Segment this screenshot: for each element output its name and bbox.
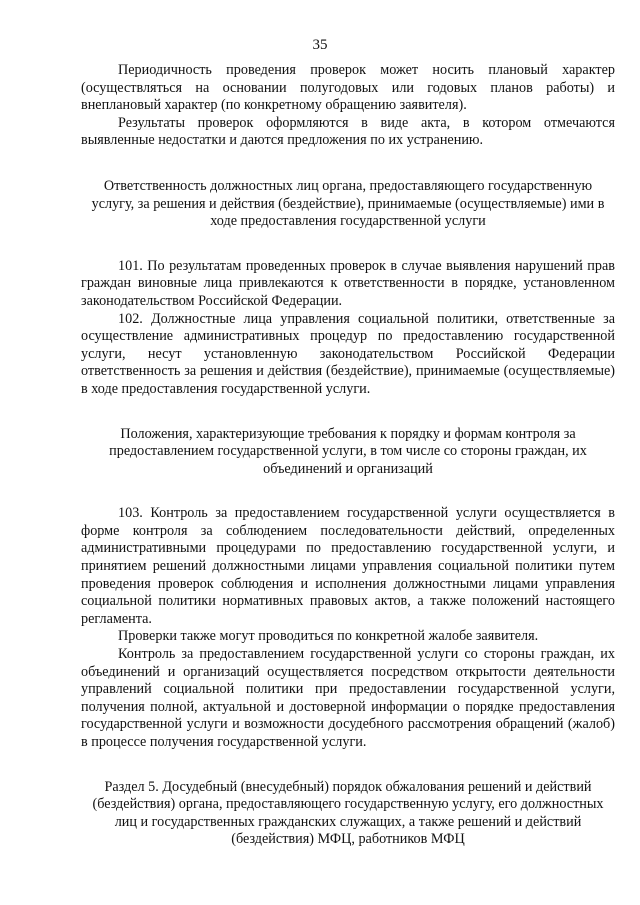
paragraph-102: 102. Должностные лица управления социальной политики, ответственные за осуществление административных процедур по предоставлению государственной услуги, несут установленную законодательством Российской Федерации ответственность за решения и действия (бездействие), принимаемые (осуществляемые) в ходе предоставления государственной услуги. [81,310,615,397]
paragraph-inspection-frequency: Периодичность проведения проверок может носить плановый характер (осуществляться на основании полугодовых или годовых планов работы) и внеплановый характер (по конкретному обращению заявителя). [81,62,615,114]
paragraph-101: 101. По результатам проведенных проверок в случае выявления нарушений прав граждан виновные лица привлекаются к ответственности в порядке, установленном законодательством Российской Федерации. [81,257,615,309]
paragraph-inspection-results: Результаты проверок оформляются в виде акта, в котором отмечаются выявленные недостатки и даются предложения по их устранению. [81,114,615,149]
section-heading-pretrial-appeal: Раздел 5. Досудебный (внесудебный) порядок обжалования решений и действий (бездействия) органа, предоставляющего государственную услугу, его должностных лиц и государственных гражданских служащих, а также решений и действий (бездействия) МФЦ, работников МФЦ [92,778,604,848]
paragraph-citizen-control: Контроль за предоставлением государственной услуги со стороны граждан, их объединений и организаций осуществляется посредством открытости деятельности управлений социальной политики при предоставлении государственной услуги, получения полной, актуальной и достоверной информации о порядке предоставления государственной услуги и возможности досудебного рассмотрения обращений (жалоб) в процессе получения государственной услуги. [81,646,615,750]
section-heading-control-requirements: Положения, характеризующие требования к порядку и формам контроля за предоставлением государственной услуги, в том числе со стороны граждан, их объединений и организаций [109,425,587,477]
section-heading-responsibility: Ответственность должностных лиц органа, предоставляющего государственную услугу, за решения и действия (бездействие), принимаемые (осуществляемые) ими в ходе предоставления государственной услуги [91,177,605,230]
page-number: 35 [312,37,328,53]
page-content [81,62,615,849]
paragraph-complaint-checks: Проверки также могут проводиться по конкретной жалобе заявителя. [118,628,539,645]
paragraph-103: 103. Контроль за предоставлением государственной услуги осуществляется в форме контроля за соблюдением последовательности действий, определенных административными процедурами по предоставлению государственной услуги, и принятием решений должностными лицами управления социальной политики путем проведения проверок соблюдения и исполнения должностными лицами управления социальной политики нормативных правовых актов, а также положений настоящего регламента. [81,505,615,627]
